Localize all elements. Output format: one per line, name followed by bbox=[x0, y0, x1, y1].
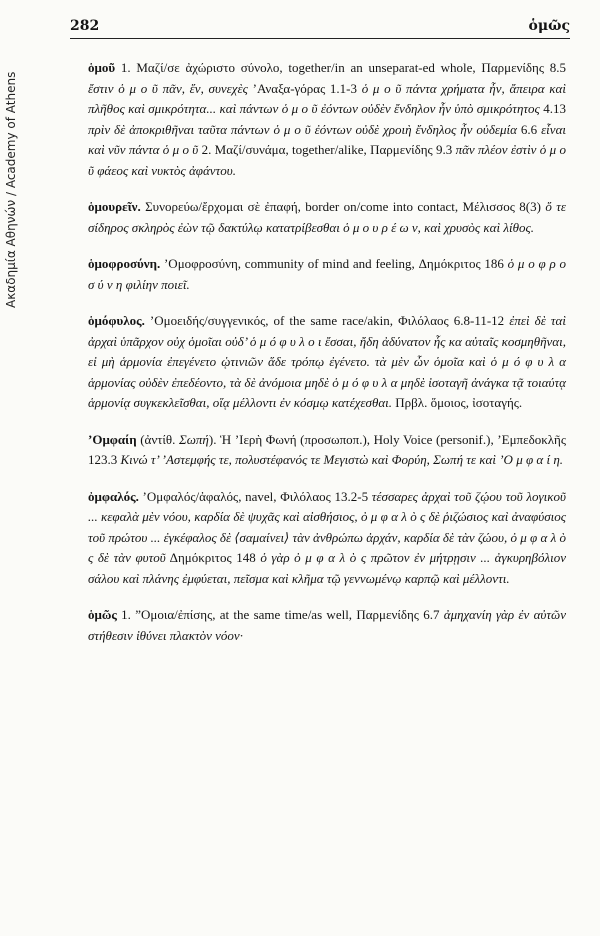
entry-text: ’Αναξα-γόρας 1.1-3 bbox=[247, 80, 362, 96]
vertical-institution-label: Ακαδημία Αθηνών / Academy of Athens bbox=[4, 71, 18, 309]
greek-quotation: ὁ μ ο ῦ πάντα χρήματα ἦν, ἄπειρα καὶ πλῆθος καὶ σμικρότητα... καὶ πάντων ὁ μ ο ῦ ἐόντων οὐδὲν ἔνδηλον ἦν ὑπὸ σμικρότητος bbox=[88, 80, 566, 116]
entry-headword: ὁμοφροσύνη. bbox=[88, 256, 161, 271]
entry-headword: ὁμόφυλος. bbox=[88, 313, 145, 328]
greek-quotation: Σωπή bbox=[179, 431, 209, 447]
entry-headword: ’Ομφαίη bbox=[88, 431, 137, 447]
entry-text: 4.13 bbox=[539, 101, 567, 116]
entry-text: Πρβλ. ὅμοιος, ἰσοταγής. bbox=[392, 395, 523, 410]
greek-quotation: ὁ μ ο φ ρ ο σ ύ ν η φιλίην ποιεῖ. bbox=[88, 256, 566, 292]
greek-quotation: ὅ τε σίδηρος σκληρὸς ἐὼν τῷ δακτύλῳ κατατρίβεσθαι ὁ μ ο υ ρ έ ω ν, καὶ χρυσὸς καὶ λίθος. bbox=[88, 199, 566, 235]
entry-headword: ὁμουρεῖν. bbox=[88, 199, 141, 214]
greek-quotation: πρὶν δὲ ἀποκριθῆναι ταῦτα πάντων ὁ μ ο ῦ ἐόντων οὐδὲ χροιὴ ἔνδηλος ἦν οὐδεμία bbox=[88, 121, 517, 137]
entry-text: ). Ἡ ’Ιερὴ Φωνή (προσωποπ.), Holy Voice (personif.), ’Εμπεδοκλῆς 123.3 bbox=[88, 431, 566, 467]
greek-quotation: τέσσαρες ἀρχαὶ τοῦ ζῴου τοῦ λογικοῦ ... κεφαλὰ μὲν νόου, καρδία δὲ ψυχᾶς καὶ αἰσθήσιος, ὀ μ φ α λ ὸ ς δὲ ῥιζώσιος καὶ ἀναφύσιος τοῦ πρώτου ... ἐγκέφαλος δὲ ⟨σαμαίνει⟩ τὰν ἀνθρώπω ἀρχάν, καρδία δὲ τὰν ζώου, ὀ μ φ α λ ὸ ς δὲ τὰν φυτοῦ bbox=[88, 488, 566, 565]
entry-headword: ὀμφαλός. bbox=[88, 488, 139, 504]
dictionary-entry bbox=[88, 311, 566, 414]
dictionary-body bbox=[88, 58, 566, 662]
dictionary-entry bbox=[88, 430, 566, 471]
dictionary-entry bbox=[88, 605, 566, 646]
page-number: 282 bbox=[70, 18, 100, 34]
entry-text: 1. Μαζί/σε ἀχώριστο σύνολο, together/in an unseparat-ed whole, Παρμενίδης 8.5 bbox=[115, 60, 566, 75]
entry-text: (ἀντίθ. bbox=[136, 431, 179, 447]
entry-headword: ὁμῶς bbox=[88, 607, 117, 622]
greek-quotation: ἔστιν ὁ μ ο ῦ πᾶν, ἕν, συνεχὲς bbox=[88, 80, 248, 96]
dictionary-entry bbox=[88, 487, 566, 590]
entry-text: 6.6 bbox=[516, 121, 542, 137]
greek-quotation: ἀμηχανίη γὰρ ἐν αὐτῶν στήθεσιν ἰθύνει πλακτὸν νόον· bbox=[88, 607, 566, 643]
dictionary-entry bbox=[88, 58, 566, 181]
greek-quotation: Κινώ τ’ ’Αστεμφής τε, πολυστέφανός τε Μεγιστὼ καὶ Φορύη, Σωπή τε καὶ ’Ο μ φ α ί η. bbox=[120, 452, 564, 467]
greek-quotation: εἶναι καὶ νῦν πάντα ὁ μ ο ῦ bbox=[88, 121, 567, 157]
entry-text: ’Ομφαλός/ἀφαλός, navel, Φιλόλαος 13.2-5 bbox=[138, 488, 372, 504]
dictionary-entry bbox=[88, 254, 566, 295]
dictionary-entry bbox=[88, 197, 566, 238]
greek-quotation: ὁ γὰρ ὀ μ φ α λ ὸ ς πρῶτον ἐν μήτρῃσιν ... ἀγκυρηβόλιον σάλου καὶ πλάνης ἐμφύεται, πεῖσμα καὶ κλῆμα τῷ γεννωμένῳ καρπῷ καὶ μέλλοντι. bbox=[88, 550, 566, 586]
entry-text: ’Ομοφροσύνη, community of mind and feeling, Δημόκριτος 186 bbox=[160, 256, 508, 271]
page-header bbox=[70, 18, 570, 34]
entry-text: Συνορεύω/ἔρχομαι σὲ ἐπαφή, border on/come into contact, Μέλισσος 8(3) bbox=[140, 199, 546, 214]
entry-text: Δημόκριτος 148 bbox=[165, 550, 261, 565]
entry-text: 2. Μαζί/συνάμα, together/alike, Παρμενίδης 9.3 bbox=[198, 142, 456, 157]
entry-text: 1. ”Ομοια/ἐπίσης, at the same time/as well, Παρμενίδης 6.7 bbox=[116, 607, 444, 622]
running-head: ὁμῶς bbox=[528, 18, 570, 34]
entry-headword: ὁμοῦ bbox=[88, 60, 116, 75]
header-rule bbox=[70, 38, 570, 39]
greek-quotation: πᾶν πλέον ἐστὶν ὁ μ ο ῦ φάεος καὶ νυκτὸς ἀφάντου. bbox=[88, 142, 566, 178]
entry-text: ’Ομοειδής/συγγενικός, of the same race/akin, Φιλόλαος 6.8-11-12 bbox=[144, 313, 510, 328]
greek-quotation: ἐπεὶ δὲ ταὶ ἀρχαὶ ὑπᾶρχον οὐχ ὁμοῖαι οὐδ’ ὁ μ ό φ υ λ ο ι ἔσσαι, ἤδη ἀδύνατον ἧς κα αὐταῖς κοσμηθῆναι, εἰ μὴ ἁρμονία ἐπεγένετο ᾡτινιῶν ἅδε τρόπῳ ἐγένετο. τὰ μὲν ὦν ὁμοῖα καὶ ὁ μ ό φ υ λ α ἁρμονίας οὐδὲν ἐπεδέοντο, τὰ δὲ ἀνόμοια μηδὲ ὁ μ ό φ υ λ α μηδὲ ἰσοταγῆ ἀνάγκα τᾷ τοιαύτᾳ ἁρμονίᾳ συγκεκλεῖσθαι, οἵᾳ μέλλοντι ἐν κόσμῳ κατέχεσθαι. bbox=[88, 313, 566, 410]
